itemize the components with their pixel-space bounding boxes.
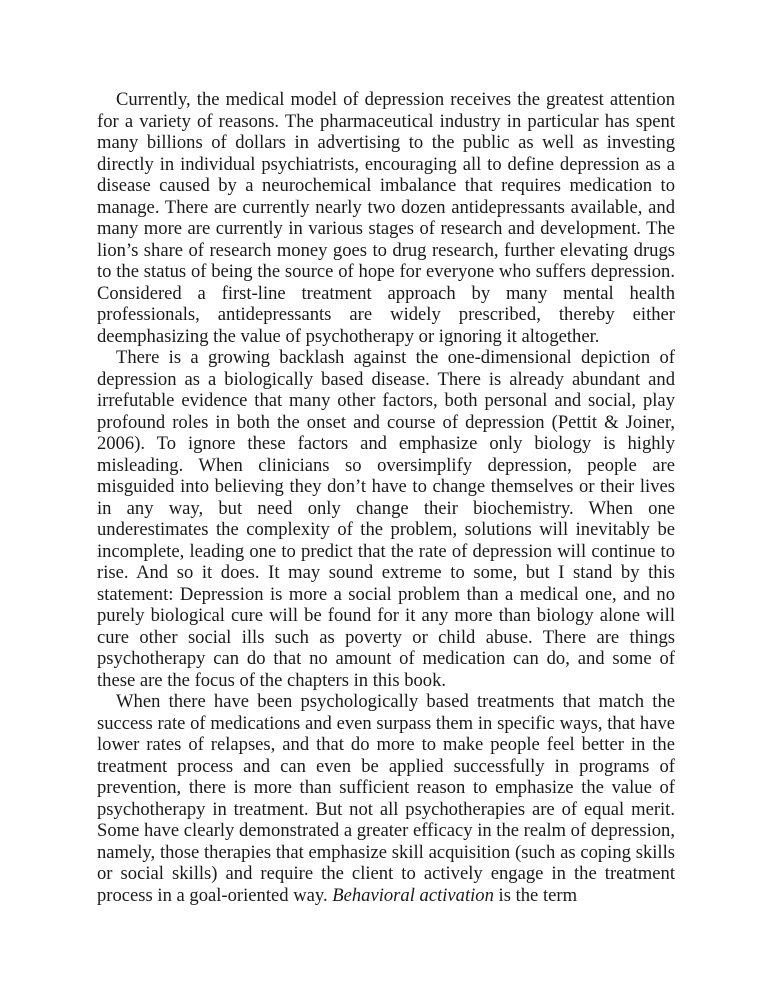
paragraph-medical-model: Currently, the medical model of depression receives the greatest attention for a variety of reasons. The pharmaceutical industry in particular has spent many billions of dollars in advertising to the public as well as investing directly in individual psychiatrists, encouraging all to define depression as a disease caused by a neurochemical imbalance that requires medication to manage. There are currently nearly two dozen antidepressants available, and many more are currently in various stages of research and development. The lion’s share of research money goes to drug research, further elevating drugs to the status of being the source of hope for everyone who suffers depression. Considered a first-line treatment approach by many mental health professionals, antidepressants are widely prescribed, thereby either deemphasizing the value of psychotherapy or ignoring it altogether. — [97, 89, 675, 347]
paragraph-backlash: There is a growing backlash against the one-dimensional depiction of depression as a biologically based disease. There is already abundant and irrefutable evidence that many other factors, both personal and social, play profound roles in both the onset and course of depression (Pettit & Joiner, 2006). To ignore these factors and emphasize only biology is highly misleading. When clinicians so oversimplify depression, people are misguided into believing they don’t have to change themselves or their lives in any way, but need only change their biochemistry. When one underestimates the complexity of the problem, solutions will inevitably be incomplete, leading one to predict that the rate of depression will continue to rise. And so it does. It may sound extreme to some, but I stand by this statement: Depression is more a social problem than a medical one, and no purely biological cure will be found for it any more than biology alone will cure other social ills such as poverty or child abuse. There are things psychotherapy can do that no amount of medication can do, and some of these are the focus of the chapters in this book. — [97, 347, 675, 691]
paragraph-text-before-emphasis: When there have been psychologically based treatments that match the success rate of medications and even surpass them in specific ways, that have lower rates of relapses, and that do more to make people feel better in the treatment process and can even be applied successfully in programs of prevention, there is more than sufficient reason to emphasize the value of psychotherapy in treatment. But not all psychotherapies are of equal merit. Some have clearly demonstrated a greater efficacy in the realm of depression, namely, those therapies that emphasize skill acquisition (such as coping skills or social skills) and require the client to actively engage in the treatment process in a goal-oriented way. — [97, 691, 675, 906]
paragraph-text-after-emphasis: is the term — [493, 884, 578, 906]
paragraph-psychological-treatments — [97, 691, 675, 906]
document-page — [97, 89, 675, 906]
emphasized-term: Behavioral activation — [332, 884, 494, 906]
